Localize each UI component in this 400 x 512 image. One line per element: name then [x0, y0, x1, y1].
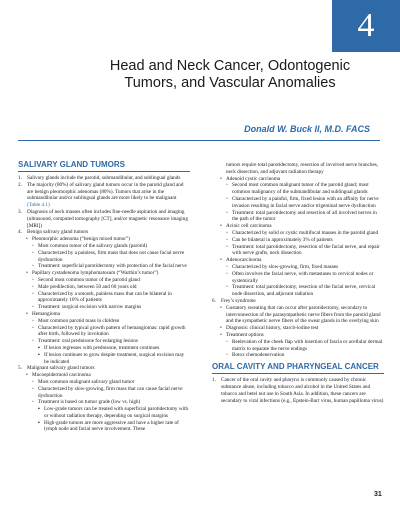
item-text: Second most common malignant tumor of the parotid gland; most common malignancy of the submandibular and sublingual glands: [232, 182, 369, 196]
bullet-item: [18, 345, 190, 352]
item-text: Reelevation of the cheek flap with insertion of fascia or acellular dermal matrix to separate the nerve endings: [232, 338, 383, 352]
item-text: Cancer of the oral cavity and pharynx is commonly caused by chronic substance abuse, including tobacco and alcohol in the United States and tobacco and betel nut use in South Asia. In addition, these cancers are secondary to viral infections (e.g., Epstein-Barr virus, human papilloma virus): [221, 377, 384, 404]
item-text: Papillary cystadenoma lymphomatosum (“Warthin’s tumor”): [32, 270, 159, 277]
bullet-icon: ◦: [226, 338, 228, 345]
bullet-item: [18, 291, 190, 305]
numbered-item: [212, 377, 384, 404]
bullet-icon: ◦: [226, 195, 228, 202]
bullet-item: [212, 352, 384, 359]
item-text: Diagnosis of neck masses often includes fine-needle aspiration and imaging (ultrasound, computed tomography [CT], and/or magnetic resonance imaging [MRI]): [27, 208, 188, 229]
bullet-item: [18, 250, 190, 264]
bullet-item: [18, 338, 190, 345]
bullet-icon: •: [220, 223, 222, 230]
bullet-item: [212, 284, 384, 298]
left-column: [18, 160, 190, 433]
item-text: Botox chemodenervation: [232, 352, 285, 359]
item-text: Most common malignant salivary gland tumor: [38, 378, 135, 385]
chapter-title: [90, 58, 370, 92]
bullet-item: [212, 264, 384, 271]
item-text: Acinic cell carcinoma: [226, 223, 272, 230]
item-text: Characterized by slow-growing, firm mass that can cause facial nerve dysfunction: [38, 385, 183, 399]
section-heading-salivary: SALIVARY GLAND TUMORS: [18, 160, 190, 172]
bullet-icon: ▪: [38, 406, 40, 413]
bullet-icon: •: [220, 304, 222, 311]
bullet-item: [18, 284, 190, 291]
bullet-icon: ◦: [32, 242, 34, 249]
page-number: 31: [374, 491, 382, 498]
item-text: Adenocarcinoma: [226, 257, 262, 264]
right-column-body: [212, 162, 384, 359]
item-text: Second most common tumor of the parotid gland: [38, 276, 140, 283]
item-text: Mucoepidermoid carcinoma: [32, 372, 91, 379]
item-text: Treatment: total parotidectomy, resection of the facial nerve, and repair with nerve grafts, neck dissection: [232, 243, 380, 257]
item-text: Pleomorphic adenoma (“benign mixed tumor”): [32, 236, 130, 243]
bullet-item: [212, 244, 384, 258]
bullet-item: [212, 210, 384, 224]
item-text: Treatment: oral prednisone for enlarging lesions: [38, 338, 138, 345]
item-text: Characterized by typical growth pattern of hemangiomas: rapid growth after birth, followed by involution: [38, 324, 186, 338]
item-text: High-grade tumors are more aggressive and have a higher rate of lymph node and facial nerve involvement. These: [44, 419, 179, 433]
bullet-icon: ◦: [32, 378, 34, 385]
item-text: Hemangioma: [32, 310, 60, 317]
bullet-item: [18, 406, 190, 420]
bullet-item: [18, 420, 190, 434]
left-column-body: [18, 175, 190, 433]
bullet-icon: •: [220, 257, 222, 264]
bullet-icon: ◦: [32, 304, 34, 311]
item-number: 5.: [18, 365, 22, 372]
bullet-icon: •: [26, 372, 28, 379]
item-text: Characterized by solid or cystic multifocal masses in the parotid gland: [232, 229, 379, 236]
item-text: Characterized by a painful, firm, fixed lesion with an affinity for nerve invasion resulting in facial nerve and/or trigeminal nerve dysfunction: [232, 195, 379, 209]
bullet-item: [18, 379, 190, 386]
chapter-author: Donald W. Buck II, M.D. FACS: [244, 124, 370, 134]
title-divider: [18, 140, 380, 141]
bullet-item: [212, 325, 384, 332]
item-text: Treatment: surgical excision with narrow margins: [38, 304, 142, 311]
bullet-icon: •: [26, 236, 28, 243]
numbered-item: [18, 175, 190, 182]
item-number: 4.: [18, 229, 22, 236]
bullet-icon: ◦: [226, 209, 228, 216]
bullet-icon: ▪: [38, 419, 40, 426]
item-number: 3.: [18, 208, 22, 215]
bullet-item: [212, 305, 384, 325]
item-text: tumors require total parotidectomy, resection of involved nerve branches, neck dissection, and adjuvant radiation therapy: [226, 162, 379, 175]
item-text: Characterized by slow-growing, firm, fixed masses: [232, 263, 339, 270]
chapter-title-line-2: Tumors, and Vascular Anomalies: [124, 75, 336, 91]
item-text: Benign salivary gland tumors: [27, 229, 89, 236]
bullet-icon: ▪: [38, 351, 40, 358]
item-text: Low-grade tumors can be treated with superficial parotidectomy with or without radiation therapy, depending on surgical margins: [44, 406, 189, 419]
bullet-item: [212, 230, 384, 237]
bullet-item: [18, 352, 190, 366]
bullet-icon: •: [26, 310, 28, 317]
table-reference-link[interactable]: (Table 4.1): [27, 202, 50, 209]
item-text: Treatment is based on tumor grade (low vs. high): [38, 399, 141, 406]
item-number: 1.: [18, 175, 22, 181]
bullet-item: [18, 243, 190, 250]
bullet-item: [212, 237, 384, 244]
right-column: [212, 162, 384, 404]
item-text: Malignant salivary gland tumors: [27, 365, 95, 372]
numbered-item: [212, 298, 384, 305]
bullet-item: [18, 318, 190, 325]
item-text: Diagnosis: clinical history, starch-iodine test: [226, 325, 319, 332]
numbered-item: [18, 365, 190, 372]
bullet-item: [18, 311, 190, 318]
bullet-item: [212, 257, 384, 264]
item-text: Treatment: superficial parotidectomy with protection of the facial nerve: [38, 263, 187, 270]
chapter-number: 4: [357, 7, 375, 44]
bullet-icon: ◦: [226, 182, 228, 189]
bullet-icon: ◦: [226, 236, 228, 243]
bullet-icon: ◦: [226, 352, 228, 359]
item-text: Characterized by a smooth, painless mass that can be bilateral in approximately 10% of patients: [38, 290, 172, 304]
item-text: Most common tumor of the salivary glands (parotid): [38, 242, 148, 249]
bullet-icon: ◦: [32, 338, 34, 345]
bullet-icon: ◦: [226, 270, 228, 277]
bullet-icon: •: [220, 175, 222, 182]
bullet-icon: •: [26, 270, 28, 277]
item-text: Male predilection, between 50 and 60 years old: [38, 283, 137, 290]
bullet-item: [18, 304, 190, 311]
item-text: Often involves the facial nerve, with metastases to cervical nodes or systemically: [232, 270, 374, 284]
item-text: Most common parotid mass in children: [38, 317, 120, 324]
bullet-icon: ◦: [226, 229, 228, 236]
bullet-item: [212, 182, 384, 196]
numbered-item: [18, 209, 190, 229]
item-text: Can be bilateral in approximately 3% of patients: [232, 236, 333, 243]
bullet-icon: ◦: [32, 249, 34, 256]
bullet-icon: ◦: [226, 263, 228, 270]
item-number: 2.: [18, 181, 22, 188]
bullet-item: [18, 236, 190, 243]
bullet-icon: ◦: [32, 317, 34, 324]
continued-text: [212, 162, 384, 176]
item-text: Treatment: total parotidectomy, resection of the facial nerve, cervical node dissection, and adjuvant radiation: [232, 284, 376, 298]
item-text: The majority (80%) of salivary gland tumors occur in the parotid gland and are benign pleomorphic adenomas (80%). Tumors that arise in the submandibular and/or sublingual glands are more likely to be malignant: [27, 181, 184, 202]
bullet-icon: •: [220, 325, 222, 332]
bullet-icon: ◦: [226, 243, 228, 250]
bullet-item: [18, 277, 190, 284]
bullet-icon: ◦: [32, 399, 34, 406]
bullet-item: [18, 386, 190, 400]
bullet-icon: ◦: [32, 290, 34, 297]
bullet-item: [18, 270, 190, 277]
item-text: Frey’s syndrome: [221, 297, 256, 304]
item-number: 1.: [212, 377, 216, 384]
item-text: Treatment options: [226, 331, 264, 338]
bullet-item: [18, 372, 190, 379]
bullet-item: [212, 223, 384, 230]
bullet-item: [212, 339, 384, 353]
bullet-icon: ◦: [32, 283, 34, 290]
bullet-icon: ◦: [32, 263, 34, 270]
numbered-item: [18, 182, 190, 209]
chapter-title-line-1: Head and Neck Cancer, Odontogenic: [109, 58, 351, 74]
bullet-item: [212, 271, 384, 285]
bullet-item: [212, 332, 384, 339]
bullet-item: [212, 196, 384, 210]
chapter-number-tab: [332, 0, 400, 52]
bullet-icon: ◦: [32, 324, 34, 331]
item-text: Adenoid cystic carcinoma: [226, 175, 281, 182]
item-number: 6.: [212, 297, 216, 304]
bullet-icon: ◦: [32, 276, 34, 283]
bullet-icon: ◦: [32, 385, 34, 392]
item-text: If lesion continues to grow despite treatment, surgical excision may be indicated: [44, 351, 185, 365]
bullet-item: [18, 325, 190, 339]
section-heading-oral-cavity: ORAL CAVITY AND PHARYNGEAL CANCER: [212, 362, 384, 374]
item-text: Treatment: total parotidectomy and resection of all involved nerves in the path of the tumor: [232, 209, 377, 223]
bullet-icon: ▪: [38, 344, 40, 351]
bullet-icon: ◦: [226, 284, 228, 291]
item-text: If lesion regresses with prednisone, treatment continues: [44, 344, 160, 351]
item-text: Gustatory sweating that can occur after parotidectomy, secondary to interconnection of the parasympathetic nerve fibers from the parotid gland and the sympathetic nerve fibers of the sweat glands in the overlying skin: [226, 304, 381, 325]
right-column-body-2: [212, 377, 384, 404]
item-text: Salivary glands include the parotid, submandibular, and sublingual glands: [27, 175, 181, 181]
bullet-icon: •: [220, 331, 222, 338]
item-text: Characterized by a painless, firm mass that does not cause facial nerve dysfunction: [38, 249, 185, 263]
